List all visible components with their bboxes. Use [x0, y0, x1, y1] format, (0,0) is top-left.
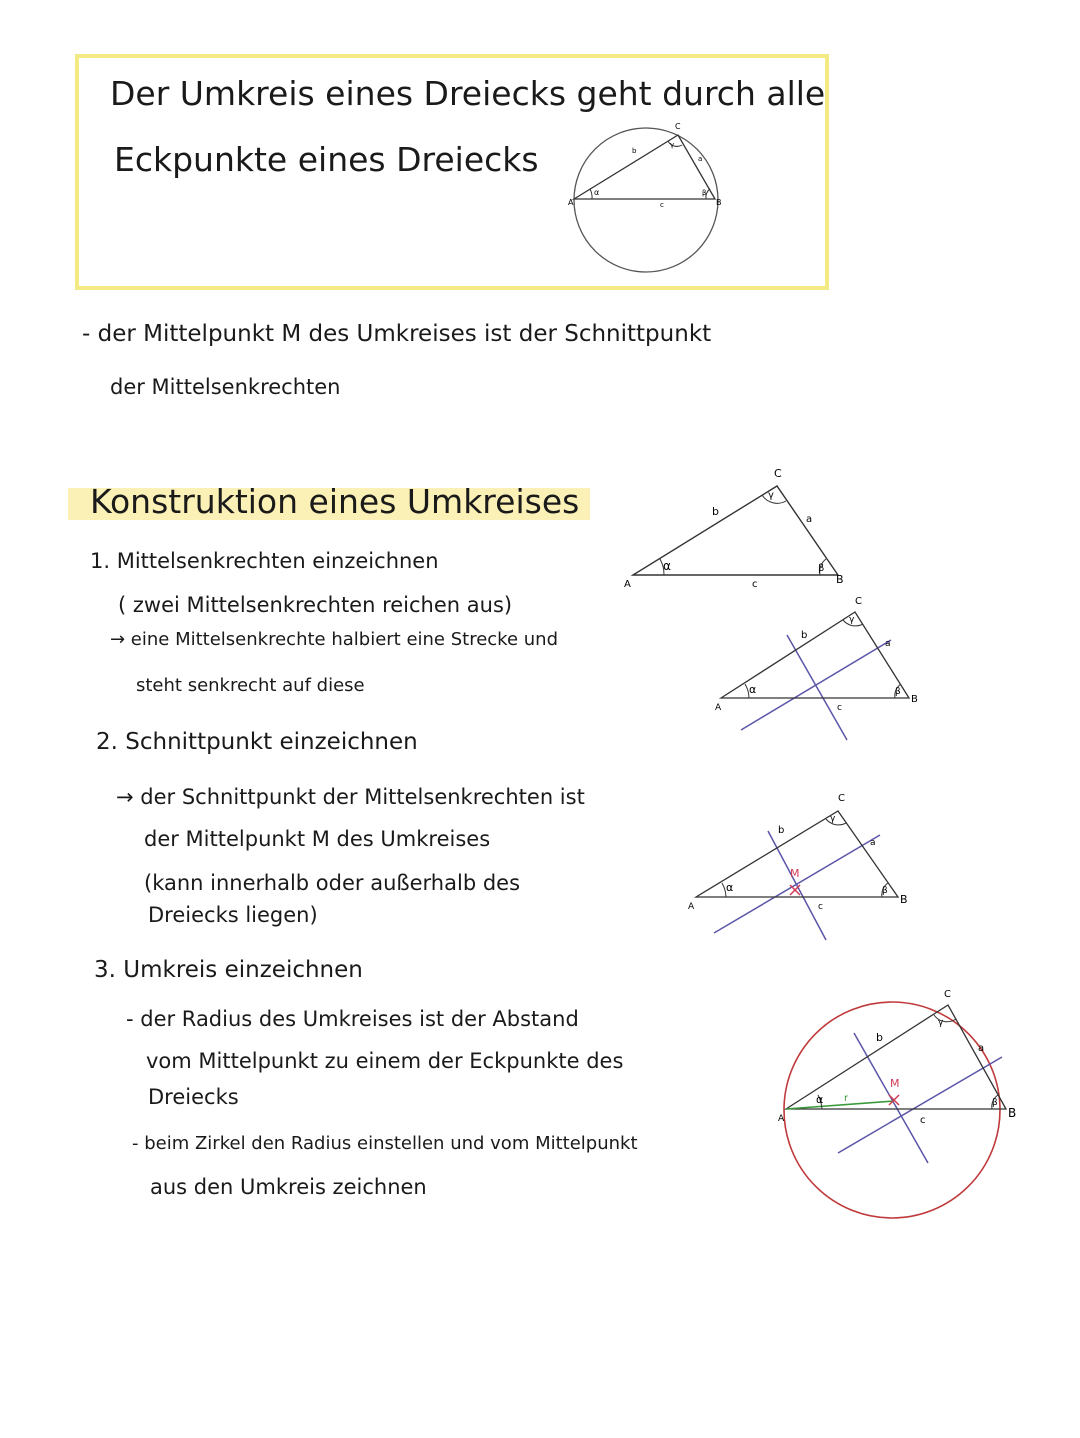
label-beta-1: β	[818, 563, 825, 574]
definition-line-1: Der Umkreis eines Dreiecks geht durch alle	[110, 74, 826, 113]
label-r-final: r	[844, 1093, 849, 1104]
label-c-2: c	[837, 703, 842, 713]
step3-title: 3. Umkreis einzeichnen	[94, 957, 363, 983]
label-C-3: C	[838, 793, 845, 804]
triangle-diagram-2	[705, 590, 935, 745]
step1-line-2: ( zwei Mittelsenkrechten reichen aus)	[118, 593, 513, 617]
label-beta-2: β	[895, 687, 901, 697]
label-beta-final: β	[992, 1098, 998, 1108]
label-alpha-2: α	[749, 683, 757, 696]
label-M-final: M	[890, 1077, 900, 1090]
bisector-1	[838, 1057, 1002, 1153]
label-C-1: C	[774, 467, 782, 480]
label-A-1: A	[624, 579, 631, 590]
label-a-small: a	[698, 155, 703, 163]
step1-line-4: steht senkrecht auf diese	[136, 675, 365, 696]
radius-line	[786, 1101, 894, 1109]
circumcircle-final	[784, 1002, 1000, 1218]
label-beta-small: β	[702, 189, 707, 197]
section-title: Konstruktion eines Umkreises	[90, 482, 580, 521]
bisector-2	[768, 831, 826, 940]
label-A-2: A	[715, 703, 722, 713]
label-a-3: a	[870, 838, 876, 848]
label-c-final: c	[920, 1115, 926, 1126]
label-B-final: B	[1008, 1106, 1017, 1120]
label-alpha-3: α	[726, 881, 734, 894]
center-mark	[790, 885, 800, 895]
step2-line-4: (kann innerhalb oder außerhalb des	[144, 871, 521, 895]
note-line-2: der Mittelsenkrechten	[110, 375, 341, 399]
step2-line-2: → der Schnittpunkt der Mittelsenkrechten ist	[116, 785, 585, 809]
bisector-2	[787, 635, 847, 740]
step3-line-2: - der Radius des Umkreises ist der Abstand	[126, 1007, 579, 1031]
label-A-final: A	[778, 1114, 785, 1124]
label-A-3: A	[688, 902, 695, 912]
step2-title: 2. Schnittpunkt einzeichnen	[96, 729, 418, 755]
label-C-final: C	[944, 989, 951, 1000]
label-gamma-3: γ	[830, 814, 836, 824]
step1-title: 1. Mittelsenkrechten einzeichnen	[90, 549, 439, 573]
label-C-small: C	[675, 122, 681, 131]
circumcircle-diagram-final	[770, 985, 1030, 1225]
circumcircle-diagram-small	[560, 115, 740, 280]
label-b-1: b	[712, 505, 719, 518]
definition-line-2: Eckpunkte eines Dreiecks	[114, 140, 539, 179]
triangle-diagram-1	[620, 465, 860, 595]
label-alpha-small: α	[594, 188, 600, 197]
step2-line-3: der Mittelpunkt M des Umkreises	[144, 827, 491, 851]
label-C-2: C	[855, 596, 862, 607]
label-b-small: b	[632, 147, 637, 155]
label-gamma-2: γ	[849, 615, 855, 625]
step3-line-6: aus den Umkreis zeichnen	[150, 1175, 427, 1199]
label-b-2: b	[801, 630, 808, 641]
label-a-1: a	[806, 514, 813, 525]
step2-line-5: Dreiecks liegen)	[148, 903, 318, 927]
label-B-1: B	[836, 573, 844, 586]
label-c-1: c	[752, 579, 758, 590]
label-a-2: a	[885, 639, 891, 649]
label-M-3: M	[790, 867, 800, 880]
label-gamma-1: γ	[768, 490, 774, 501]
label-B-3: B	[900, 893, 908, 906]
label-c-3: c	[818, 902, 823, 912]
circumcircle-small	[574, 128, 718, 272]
triangle-diagram-3	[680, 785, 920, 945]
step3-line-5: - beim Zirkel den Radius einstellen und vom Mittelpunkt	[132, 1133, 638, 1154]
label-B-small: B	[716, 198, 722, 207]
note-line-1: - der Mittelpunkt M des Umkreises ist der Schnittpunkt	[82, 321, 712, 347]
label-gamma-final: γ	[938, 1018, 944, 1028]
label-B-2: B	[911, 694, 918, 705]
step1-line-3: → eine Mittelsenkrechte halbiert eine Strecke und	[110, 629, 559, 650]
label-alpha-final: α	[816, 1093, 824, 1106]
label-gamma-small: γ	[670, 141, 675, 149]
label-b-final: b	[876, 1031, 883, 1044]
label-alpha-1: α	[663, 559, 671, 573]
label-beta-3: β	[882, 886, 888, 896]
step3-line-4: Dreiecks	[148, 1085, 239, 1109]
step3-line-3: vom Mittelpunkt zu einem der Eckpunkte des	[146, 1049, 624, 1073]
label-A-small: A	[568, 198, 574, 207]
label-c-small: c	[660, 201, 664, 209]
label-a-final: a	[978, 1043, 985, 1054]
label-b-3: b	[778, 825, 785, 836]
